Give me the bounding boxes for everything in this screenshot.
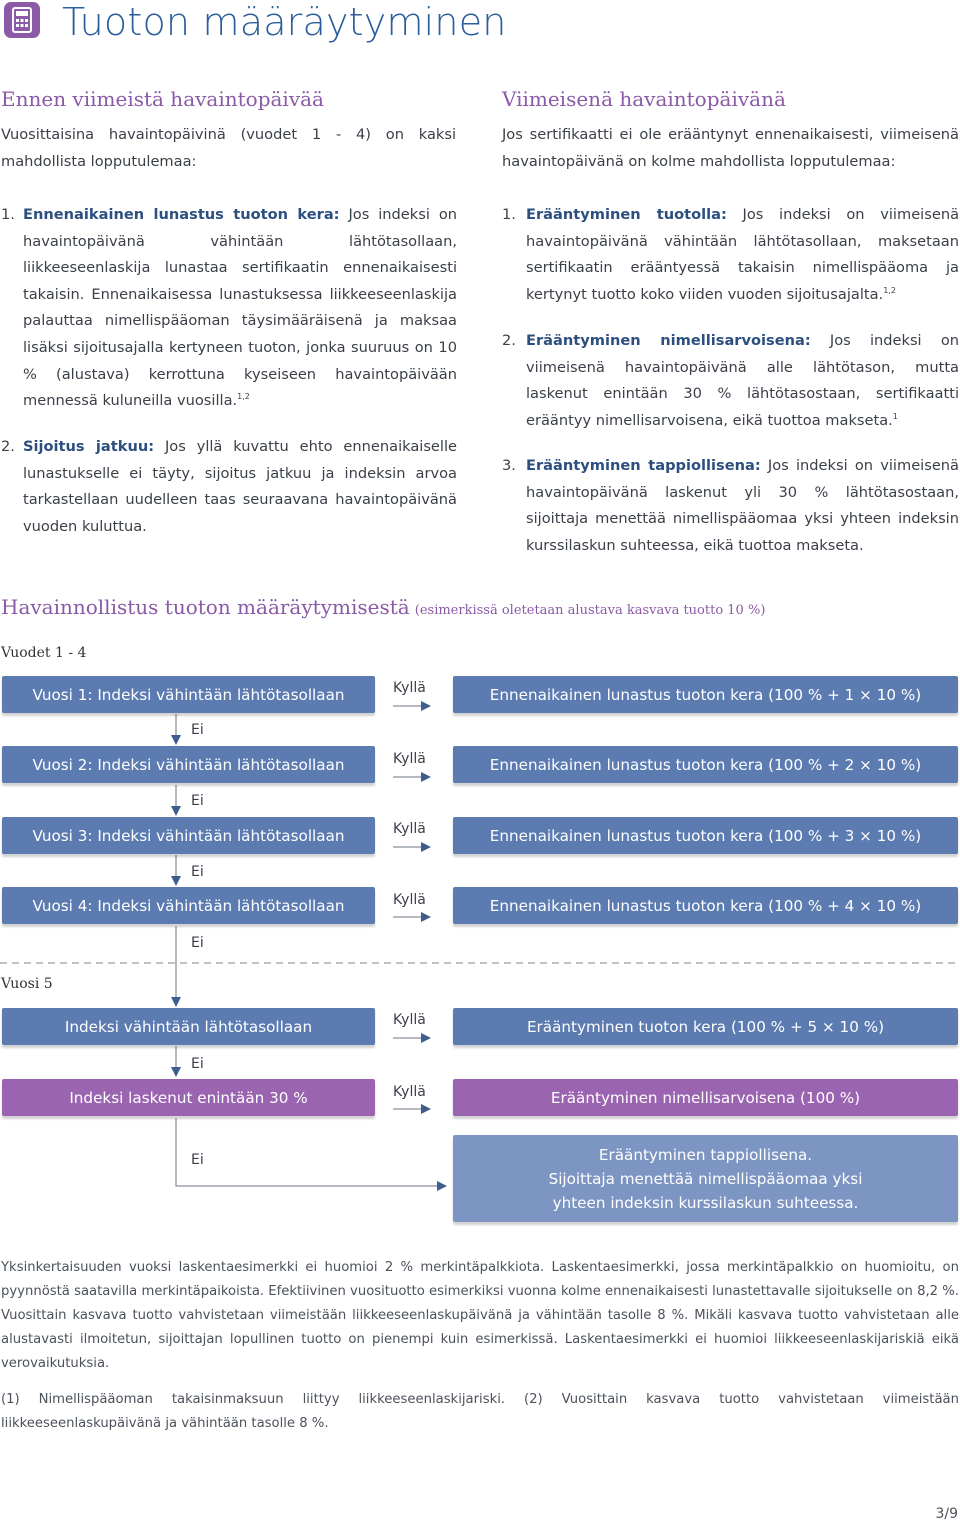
- left-item1-sup: 1,2: [237, 392, 250, 402]
- loss-line-1: Erääntyminen tappiollisena.: [598, 1145, 813, 1164]
- no-label: Ei: [191, 935, 204, 951]
- left-item1-text: Jos indeksi on havaintopäivänä vähintään lähtötasollaan, liikkeeseenlaskija lunastaa sertifikaatin ennenaikaisesti takaisin. Ennenaikaisessa lunastuksessa liikkeeseenlaskija palauttaa nimellispääoman täysimääräisenä ja maksaa lisäksi sijoitusajalla kertyneen tuoton, jonka suuruus on 10 % (alustava) kerrottuna kyseiseen havaintopäivään mennessä kuluneilla vuosilla.: [23, 206, 458, 410]
- yes-label: Kyllä: [393, 680, 426, 696]
- year4-result-box: Ennenaikainen lunastus tuoton kera (100 % + 4 × 10 %): [453, 887, 958, 924]
- yes-label: Kyllä: [393, 1012, 426, 1028]
- left-item1-number: 1.: [1, 206, 15, 223]
- years-1-4-label: Vuodet 1 - 4: [1, 645, 87, 661]
- no-label: Ei: [191, 1152, 204, 1168]
- left-item1-title: Ennenaikainen lunastus tuoton kera:: [23, 206, 340, 223]
- illustration-heading: Havainnollistus tuoton määräytymisestä: [1, 595, 410, 619]
- right-intro: Jos sertifikaatti ei ole erääntynyt ennenaikaisesti, viimeisenä havaintopäivänä on kolme mahdollista lopputulemaa:: [502, 126, 959, 170]
- right-item2-number: 2.: [502, 332, 516, 349]
- left-intro: Vuosittaisina havaintopäivinä (vuodet 1 - 4) on kaksi mahdollista lopputulemaa:: [1, 126, 456, 170]
- loss-line-2: Sijoittaja menettää nimellispääomaa yksi: [548, 1169, 863, 1188]
- yes-label: Kyllä: [393, 821, 426, 837]
- footnote-references: (1) Nimellispääoman takaisinmaksuun liittyy liikkeeseenlaskijariski. (2) Vuosittain kasvava tuotto vahvistetaan viimeistään liikkeeseenlaskupäivänä ja vähintään tasolle 8 %.: [1, 1392, 959, 1431]
- right-item3-title: Erääntyminen tappiollisena:: [526, 457, 761, 474]
- right-item1-text: Jos indeksi on viimeisenä havaintopäivänä vähintään lähtötasollaan, maksetaan sertifikaatin erääntyessä takaisin nimellispääoma ja kertynyt tuotto koko viiden vuoden sijoitusajalta.: [526, 206, 960, 303]
- no-label: Ei: [191, 864, 204, 880]
- year1-condition-box: Vuosi 1: Indeksi vähintään lähtötasollaan: [2, 676, 375, 713]
- right-item2-sup: 1: [892, 411, 898, 421]
- footnote-disclaimer: Yksinkertaisuuden vuoksi laskentaesimerkki ei huomioi 2 % merkintäpalkkiota. Laskentaesimerkki, jossa merkintäpalkkio on huomioitu, on pyynnöstä saatavilla merkintäpaikoista. Efektiivinen vuosituotto esimerkiksi vuonna kolme ennenaikaisesti lunastettavalle sijoitukselle on 8,2 %. Vuosittain kasvava tuotto vahvistetaan viimeistään liikkeeseenlaskupäivänä ja vähintään tasolle 8 %. Mikäli kasvava tuotto vahvistetaan alle alustavasti ilmoitetun, sijoittajan lopullinen tuotto on pienempi kuin esimerkissä. Laskentaesimerkki ei huomioi liikkeeseenlaskijariskiä eikä verovaikutuksia.: [1, 1260, 959, 1371]
- no-label: Ei: [191, 1056, 204, 1072]
- year-5-label: Vuosi 5: [1, 976, 53, 992]
- left-item2-number: 2.: [1, 438, 15, 455]
- year5-loss-condition-box: Indeksi laskenut enintään 30 %: [2, 1079, 375, 1116]
- left-heading: Ennen viimeistä havaintopäivää: [1, 87, 324, 111]
- left-item2-text: Jos yllä kuvattu ehto ennenaikaiselle lunastukselle ei täyty, sijoitus jatkuu ja indeksin arvoa tarkastellaan uudelleen taas seuraavana havaintopäivänä vuoden kuluttua.: [23, 438, 457, 535]
- year4-condition-box: Vuosi 4: Indeksi vähintään lähtötasollaan: [2, 887, 375, 924]
- right-item3-text: Jos indeksi on viimeisenä havaintopäivänä laskenut yli 30 % lähtötasostaan, sijoittaja menettää nimellispääomaa yksi yhteen indeksin kurssilaskun suhteessa, eikä tuottoa makseta.: [526, 457, 960, 554]
- no-label: Ei: [191, 793, 204, 809]
- right-heading: Viimeisenä havaintopäivänä: [502, 87, 786, 111]
- year2-result-box: Ennenaikainen lunastus tuoton kera (100 % + 2 × 10 %): [453, 746, 958, 783]
- right-item1-number: 1.: [502, 206, 516, 223]
- no-label: Ei: [191, 722, 204, 738]
- year5-loss-result-box: [453, 1135, 958, 1222]
- yes-label: Kyllä: [393, 1084, 426, 1100]
- page-number: 3/9: [935, 1506, 958, 1522]
- year5-gain-result-box: Erääntyminen tuoton kera (100 % + 5 × 10 %): [453, 1008, 958, 1045]
- right-item3-number: 3.: [502, 457, 516, 474]
- year5-par-result-box: Erääntyminen nimellisarvoisena (100 %): [453, 1079, 958, 1116]
- yes-label: Kyllä: [393, 892, 426, 908]
- illustration-note: (esimerkissä oletetaan alustava kasvava tuotto 10 %): [414, 603, 766, 618]
- year3-condition-box: Vuosi 3: Indeksi vähintään lähtötasollaan: [2, 817, 375, 854]
- year1-result-box: Ennenaikainen lunastus tuoton kera (100 % + 1 × 10 %): [453, 676, 958, 713]
- right-item1-sup: 1,2: [883, 285, 896, 295]
- year5-condition-box: Indeksi vähintään lähtötasollaan: [2, 1008, 375, 1045]
- page-title: Tuoton määräytyminen: [62, 0, 507, 44]
- right-item1-title: Erääntyminen tuotolla:: [526, 206, 727, 223]
- yes-label: Kyllä: [393, 751, 426, 767]
- right-item2-title: Erääntyminen nimellisarvoisena:: [526, 332, 811, 349]
- right-item2-text: Jos indeksi on viimeisenä havaintopäivänä alle lähtötason, mutta laskenut enintään 30 % lähtötasostaan, sertifikaatti erääntyy nimellisarvoisena, eikä tuottoa makseta.: [526, 332, 959, 429]
- loss-line-3: yhteen indeksin kurssilaskun suhteessa.: [552, 1193, 859, 1212]
- year2-condition-box: Vuosi 2: Indeksi vähintään lähtötasollaan: [2, 746, 375, 783]
- year3-result-box: Ennenaikainen lunastus tuoton kera (100 % + 3 × 10 %): [453, 817, 958, 854]
- left-item2-title: Sijoitus jatkuu:: [23, 438, 155, 455]
